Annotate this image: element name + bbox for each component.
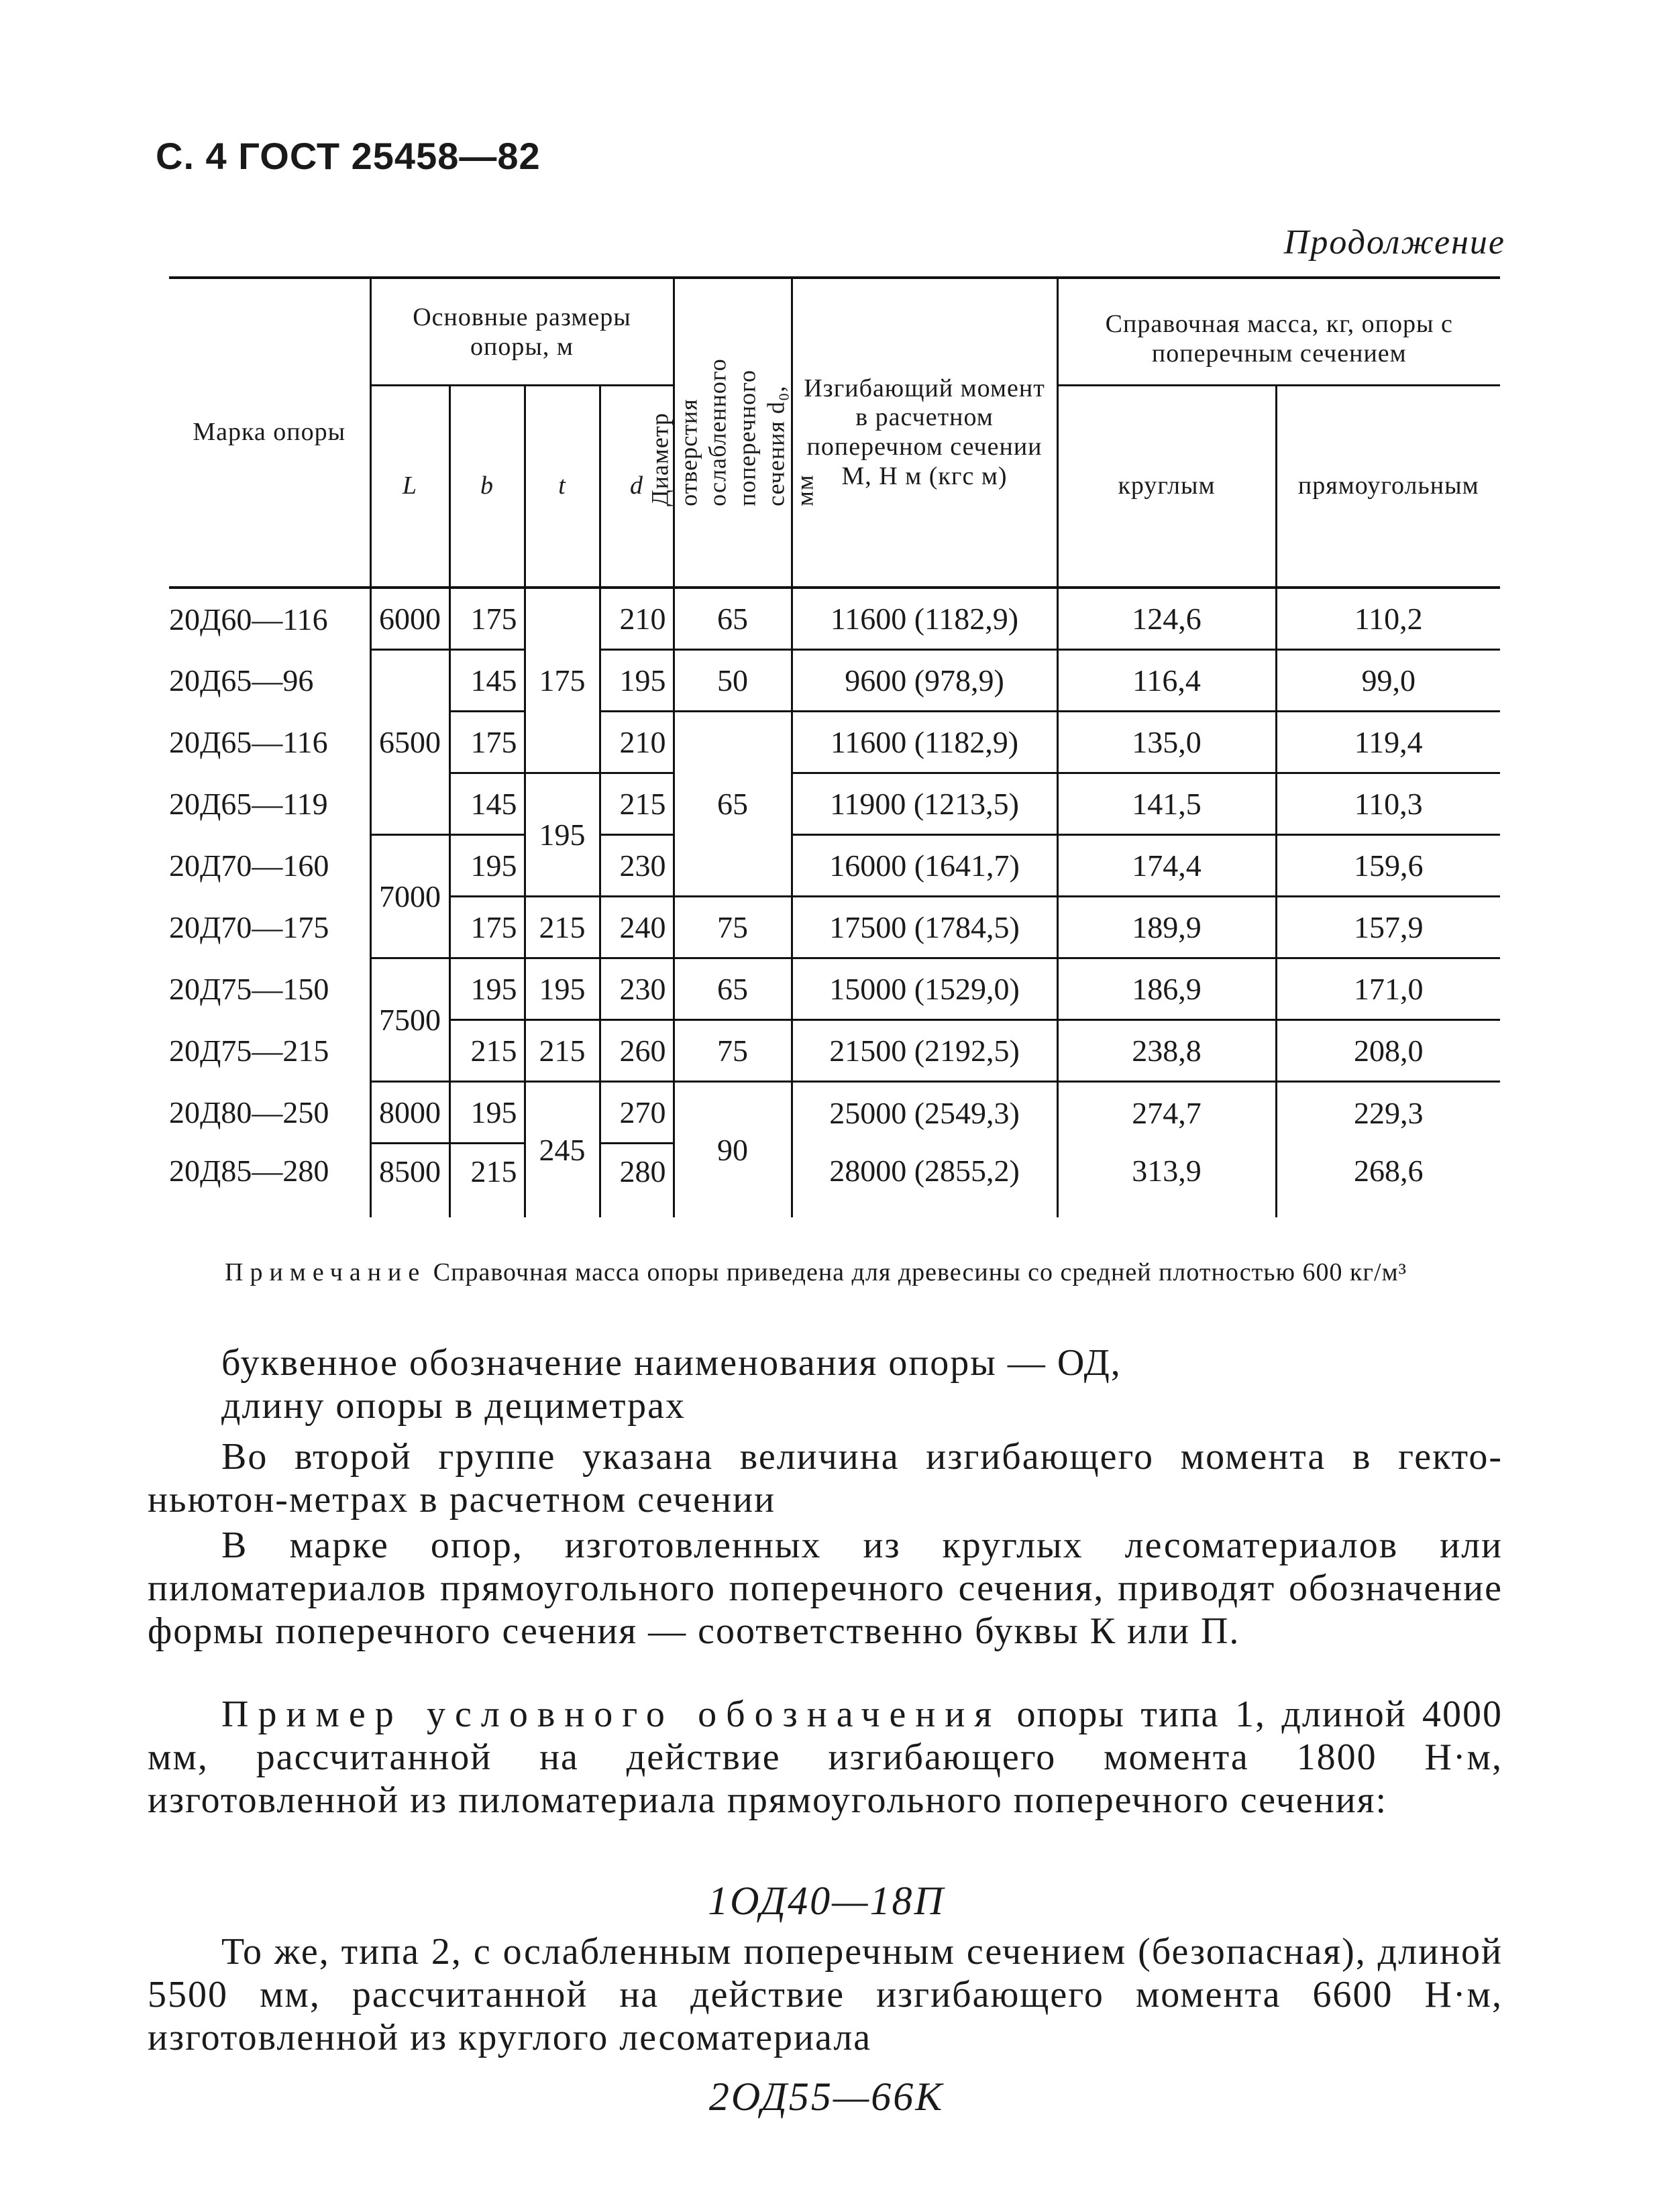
- table-row: [169, 1082, 1500, 1144]
- paragraph: В марке опор, изготовленных из круглых лесоматериалов или пиломатериалов прямоугольного поперечного сечения, приводят обозначение формы поперечного сечения — соответственно буквы К или П.: [148, 1525, 1503, 1652]
- cell-mass-rect: 99,0: [1276, 650, 1500, 712]
- cell-mark: 20Д70—160: [169, 848, 329, 883]
- cell-b: 215: [449, 1144, 525, 1217]
- cell-moment: 25000 (2549,3): [792, 1082, 1057, 1144]
- cell-mass-rect: 157,9: [1276, 897, 1500, 958]
- cell-mark: 20Д65—119: [169, 787, 328, 821]
- col-diam-text: Диаметр отверстия ослабленного поперечного сечения d₀, мм: [646, 358, 818, 507]
- cell-d0: 90: [674, 1082, 792, 1217]
- cell-b: 175: [449, 712, 525, 773]
- col-round-header: круглым: [1057, 385, 1276, 588]
- cell-mass-rect: 119,4: [1276, 712, 1500, 773]
- cell-b: 175: [449, 588, 525, 650]
- cell-b: 145: [449, 773, 525, 835]
- paragraph: [148, 1693, 1503, 1822]
- cell-t: 195: [525, 958, 600, 1020]
- col-b-header: b: [449, 385, 525, 588]
- cell-d: 230: [600, 958, 674, 1020]
- cell-mass-round: 124,6: [1057, 588, 1276, 650]
- cell-d: 280: [600, 1144, 674, 1217]
- cell-mass-round: 174,4: [1057, 835, 1276, 897]
- cell-mark: 20Д85—280: [169, 1153, 329, 1188]
- note-text: Справочная масса опоры приведена для древесины со средней плотностью 600 кг/м³: [433, 1258, 1407, 1286]
- cell-mark: 20Д60—116: [169, 602, 328, 637]
- example-lead: Пример условного обозначения: [221, 1694, 1002, 1735]
- cell-t: 215: [525, 897, 600, 958]
- cell-moment: 9600 (978,9): [792, 650, 1057, 712]
- cell-moment: 15000 (1529,0): [792, 958, 1057, 1020]
- col-moment-header: Изгибающий момент в расчетном поперечном сечении M, Н м (кгс м): [792, 278, 1057, 588]
- col-dims-header: Основные размеры опоры, м: [370, 278, 674, 385]
- cell-d: 210: [600, 712, 674, 773]
- cell-mark: 20Д65—96: [169, 663, 314, 698]
- cell-t: 215: [525, 1020, 600, 1082]
- cell-moment: 11900 (1213,5): [792, 773, 1057, 835]
- cell-mass-rect: 159,6: [1276, 835, 1500, 897]
- cell-mass-round: 141,5: [1057, 773, 1276, 835]
- cell-mark: 20Д65—116: [169, 725, 328, 759]
- table-row: [169, 897, 1500, 958]
- cell-mark: 20Д75—150: [169, 972, 329, 1006]
- cell-mass-rect: 171,0: [1276, 958, 1500, 1020]
- cell-b: 195: [449, 1082, 525, 1144]
- table-row: [169, 588, 1500, 650]
- example-text: опоры типа 1, длиной 4000 мм, рассчитанной на действие изгибающего момента 1800 Н·м, изготовленной из пиломатериала прямоугольного поперечного сечения:: [148, 1694, 1503, 1821]
- cell-d: 270: [600, 1082, 674, 1144]
- col-mark-header: Марка опоры: [169, 278, 370, 588]
- table-row: [169, 958, 1500, 1020]
- cell-mass-rect: 229,3: [1276, 1082, 1500, 1144]
- cell-L: 7500: [370, 958, 449, 1082]
- cell-t: 245: [525, 1082, 600, 1217]
- cell-mass-rect: 268,6: [1276, 1144, 1500, 1217]
- cell-d: 195: [600, 650, 674, 712]
- paragraph: буквенное обозначение наименования опоры — ОД,: [221, 1342, 1122, 1384]
- cell-mass-round: 135,0: [1057, 712, 1276, 773]
- cell-L: 6000: [370, 588, 449, 650]
- table-row: [169, 712, 1500, 773]
- note-label: Примечание: [225, 1258, 427, 1286]
- cell-moment: 28000 (2855,2): [792, 1144, 1057, 1217]
- table-row: [169, 1020, 1500, 1082]
- cell-mass-round: 116,4: [1057, 650, 1276, 712]
- cell-mass-round: 186,9: [1057, 958, 1276, 1020]
- cell-mark: 20Д70—175: [169, 910, 329, 944]
- continuation-label: Продолжение: [1283, 223, 1505, 262]
- cell-L: 8000: [370, 1082, 449, 1144]
- cell-mass-round: 274,7: [1057, 1082, 1276, 1144]
- cell-L: 8500: [370, 1144, 449, 1217]
- table-row: [169, 650, 1500, 712]
- cell-mark: 20Д80—250: [169, 1095, 329, 1129]
- paragraph: Во второй группе указана величина изгибающего момента в гекто-ньютон-метрах в расчетном сечении: [148, 1436, 1503, 1520]
- cell-b: 195: [449, 958, 525, 1020]
- page-header: С. 4 ГОСТ 25458—82: [156, 135, 541, 177]
- cell-d0: 65: [674, 588, 792, 650]
- cell-b: 195: [449, 835, 525, 897]
- cell-d0: 50: [674, 650, 792, 712]
- cell-mass-rect: 208,0: [1276, 1020, 1500, 1082]
- col-diam-header: [646, 278, 818, 588]
- cell-d: 240: [600, 897, 674, 958]
- cell-t: 175: [525, 588, 600, 773]
- cell-d0: 65: [674, 958, 792, 1020]
- cell-d: 230: [600, 835, 674, 897]
- cell-moment: 11600 (1182,9): [792, 712, 1057, 773]
- designation-example-2: 2ОД55—66К: [708, 2075, 945, 2119]
- col-mass-header: Справочная масса, кг, опоры с поперечным сечением: [1057, 278, 1500, 385]
- cell-d0: 65: [674, 712, 792, 897]
- cell-b: 175: [449, 897, 525, 958]
- designation-example-1: 1ОД40—18П: [708, 1879, 945, 1923]
- supports-table: [169, 276, 1500, 1217]
- cell-b: 145: [449, 650, 525, 712]
- cell-mass-rect: 110,2: [1276, 588, 1500, 650]
- cell-b: 215: [449, 1020, 525, 1082]
- cell-mark: 20Д75—215: [169, 1034, 329, 1068]
- paragraph: длину опоры в дециметрах: [221, 1385, 686, 1427]
- cell-d0: 75: [674, 1020, 792, 1082]
- cell-moment: 17500 (1784,5): [792, 897, 1057, 958]
- col-d-header: d: [600, 385, 674, 588]
- cell-mass-round: 189,9: [1057, 897, 1276, 958]
- col-L-header: L: [370, 385, 449, 588]
- cell-mass-round: 238,8: [1057, 1020, 1276, 1082]
- cell-moment: 11600 (1182,9): [792, 588, 1057, 650]
- col-rect-header: прямоугольным: [1276, 385, 1500, 588]
- cell-L: 6500: [370, 650, 449, 835]
- cell-d: 210: [600, 588, 674, 650]
- cell-moment: 16000 (1641,7): [792, 835, 1057, 897]
- cell-d0: 75: [674, 897, 792, 958]
- paragraph: То же, типа 2, с ослабленным поперечным сечением (безопасная), длиной 5500 мм, рассчитанной на действие изгибающего момента 6600 Н·м, изготовленной из круглого лесоматериала: [148, 1931, 1503, 2058]
- cell-mass-rect: 110,3: [1276, 773, 1500, 835]
- cell-L: 7000: [370, 835, 449, 958]
- cell-mass-round: 313,9: [1057, 1144, 1276, 1217]
- cell-d: 260: [600, 1020, 674, 1082]
- cell-moment: 21500 (2192,5): [792, 1020, 1057, 1082]
- col-t-header: t: [525, 385, 600, 588]
- table-row: [169, 1144, 1500, 1217]
- table-row: [169, 773, 1500, 835]
- cell-d: 215: [600, 773, 674, 835]
- table-row: [169, 835, 1500, 897]
- cell-t: 195: [525, 773, 600, 897]
- table-note: [225, 1256, 1499, 1289]
